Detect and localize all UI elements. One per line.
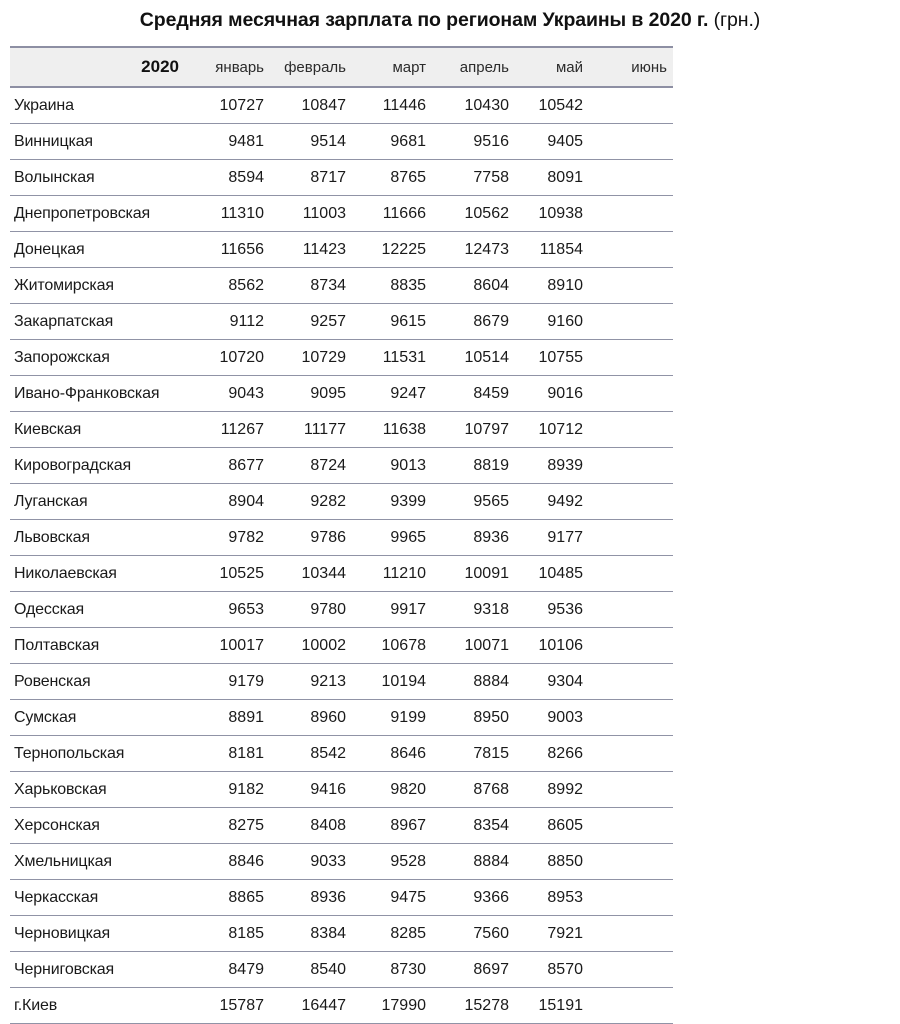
- table-row: [10, 160, 673, 196]
- row-value-cell: 8884: [433, 844, 516, 880]
- row-value-cell: 8091: [516, 160, 590, 196]
- table-row: [10, 87, 673, 124]
- row-value-cell: [590, 916, 673, 952]
- row-value-cell: 7921: [516, 916, 590, 952]
- table-row: [10, 880, 673, 916]
- row-value-cell: [590, 160, 673, 196]
- row-value-cell: 8904: [195, 484, 271, 520]
- row-value-cell: 11177: [271, 412, 353, 448]
- row-value-cell: 10678: [353, 628, 433, 664]
- row-value-cell: 15278: [433, 988, 516, 1024]
- row-value-cell: 9112: [195, 304, 271, 340]
- row-value-cell: 8865: [195, 880, 271, 916]
- row-region-label: Сумская: [10, 700, 195, 736]
- row-value-cell: 8967: [353, 808, 433, 844]
- row-value-cell: 9016: [516, 376, 590, 412]
- table-row: [10, 232, 673, 268]
- row-region-label: Запорожская: [10, 340, 195, 376]
- row-value-cell: 8936: [433, 520, 516, 556]
- row-value-cell: 10091: [433, 556, 516, 592]
- row-value-cell: 9481: [195, 124, 271, 160]
- table-row: [10, 700, 673, 736]
- row-region-label: Донецкая: [10, 232, 195, 268]
- row-value-cell: 8846: [195, 844, 271, 880]
- row-value-cell: 9043: [195, 376, 271, 412]
- table-row: [10, 520, 673, 556]
- row-value-cell: 9786: [271, 520, 353, 556]
- row-region-label: Украина: [10, 87, 195, 124]
- row-value-cell: 8950: [433, 700, 516, 736]
- row-value-cell: 9213: [271, 664, 353, 700]
- table-row: [10, 304, 673, 340]
- row-value-cell: [590, 736, 673, 772]
- row-region-label: Черниговская: [10, 952, 195, 988]
- row-value-cell: 8459: [433, 376, 516, 412]
- row-value-cell: 8936: [271, 880, 353, 916]
- row-value-cell: 8768: [433, 772, 516, 808]
- row-value-cell: [590, 556, 673, 592]
- row-value-cell: 11666: [353, 196, 433, 232]
- row-region-label: Закарпатская: [10, 304, 195, 340]
- row-value-cell: 8354: [433, 808, 516, 844]
- row-value-cell: 8819: [433, 448, 516, 484]
- row-value-cell: 9917: [353, 592, 433, 628]
- row-value-cell: 9257: [271, 304, 353, 340]
- table-row: [10, 412, 673, 448]
- page-title-unit: (грн.): [713, 9, 761, 31]
- row-value-cell: 8850: [516, 844, 590, 880]
- row-value-cell: 8185: [195, 916, 271, 952]
- row-value-cell: 8677: [195, 448, 271, 484]
- row-region-label: Винницкая: [10, 124, 195, 160]
- row-value-cell: 15787: [195, 988, 271, 1024]
- row-value-cell: [590, 808, 673, 844]
- row-value-cell: 11423: [271, 232, 353, 268]
- row-value-cell: [590, 484, 673, 520]
- table-row: [10, 592, 673, 628]
- row-region-label: Черкасская: [10, 880, 195, 916]
- row-value-cell: 8594: [195, 160, 271, 196]
- row-value-cell: 9013: [353, 448, 433, 484]
- row-value-cell: 10514: [433, 340, 516, 376]
- row-value-cell: 10542: [516, 87, 590, 124]
- row-region-label: Черновицкая: [10, 916, 195, 952]
- row-value-cell: 10712: [516, 412, 590, 448]
- table-row: [10, 988, 673, 1024]
- row-value-cell: 9653: [195, 592, 271, 628]
- row-value-cell: 8724: [271, 448, 353, 484]
- table-row: [10, 844, 673, 880]
- row-value-cell: 11531: [353, 340, 433, 376]
- row-value-cell: [590, 87, 673, 124]
- row-value-cell: 10194: [353, 664, 433, 700]
- row-value-cell: 8542: [271, 736, 353, 772]
- row-value-cell: 8910: [516, 268, 590, 304]
- row-value-cell: [590, 628, 673, 664]
- row-value-cell: 9177: [516, 520, 590, 556]
- row-value-cell: 10847: [271, 87, 353, 124]
- row-value-cell: [590, 952, 673, 988]
- page-title: [0, 8, 900, 32]
- row-value-cell: [590, 880, 673, 916]
- column-header-march: март: [353, 47, 433, 87]
- page-title-main: Средняя месячная зарплата по регионам Украины в 2020 г.: [139, 9, 709, 31]
- row-value-cell: 9160: [516, 304, 590, 340]
- row-value-cell: 8992: [516, 772, 590, 808]
- row-value-cell: 7758: [433, 160, 516, 196]
- row-value-cell: 9247: [353, 376, 433, 412]
- row-value-cell: [590, 124, 673, 160]
- row-value-cell: [590, 592, 673, 628]
- row-value-cell: 10755: [516, 340, 590, 376]
- row-value-cell: 10430: [433, 87, 516, 124]
- row-value-cell: 10729: [271, 340, 353, 376]
- row-value-cell: 11310: [195, 196, 271, 232]
- row-value-cell: 9366: [433, 880, 516, 916]
- row-value-cell: 11003: [271, 196, 353, 232]
- row-value-cell: 17990: [353, 988, 433, 1024]
- row-value-cell: 11854: [516, 232, 590, 268]
- table-body: [10, 87, 673, 1024]
- row-value-cell: 8646: [353, 736, 433, 772]
- row-value-cell: 7815: [433, 736, 516, 772]
- row-region-label: Николаевская: [10, 556, 195, 592]
- row-value-cell: 8540: [271, 952, 353, 988]
- table-row: [10, 772, 673, 808]
- column-header-year: 2020: [10, 47, 195, 87]
- row-value-cell: 9304: [516, 664, 590, 700]
- row-value-cell: 8835: [353, 268, 433, 304]
- row-value-cell: 10562: [433, 196, 516, 232]
- row-value-cell: 8765: [353, 160, 433, 196]
- row-value-cell: [590, 448, 673, 484]
- row-value-cell: [590, 304, 673, 340]
- row-value-cell: 8479: [195, 952, 271, 988]
- row-value-cell: 11656: [195, 232, 271, 268]
- row-value-cell: [590, 268, 673, 304]
- row-value-cell: 9282: [271, 484, 353, 520]
- row-value-cell: 9416: [271, 772, 353, 808]
- row-value-cell: [590, 844, 673, 880]
- column-header-january: январь: [195, 47, 271, 87]
- row-value-cell: 8734: [271, 268, 353, 304]
- row-value-cell: 9536: [516, 592, 590, 628]
- table-row: [10, 196, 673, 232]
- row-region-label: г.Киев: [10, 988, 195, 1024]
- row-value-cell: 10727: [195, 87, 271, 124]
- row-value-cell: 8679: [433, 304, 516, 340]
- row-value-cell: 11267: [195, 412, 271, 448]
- row-value-cell: [590, 520, 673, 556]
- row-value-cell: 8181: [195, 736, 271, 772]
- column-header-april: апрель: [433, 47, 516, 87]
- row-value-cell: 9965: [353, 520, 433, 556]
- row-value-cell: 10017: [195, 628, 271, 664]
- row-value-cell: 12473: [433, 232, 516, 268]
- row-value-cell: [590, 988, 673, 1024]
- row-region-label: Волынская: [10, 160, 195, 196]
- table-header-row: [10, 47, 673, 87]
- column-header-june: июнь: [590, 47, 673, 87]
- row-value-cell: 9782: [195, 520, 271, 556]
- row-value-cell: 8285: [353, 916, 433, 952]
- row-region-label: Житомирская: [10, 268, 195, 304]
- row-region-label: Ивано-Франковская: [10, 376, 195, 412]
- row-value-cell: 8275: [195, 808, 271, 844]
- row-value-cell: 11446: [353, 87, 433, 124]
- row-value-cell: 9780: [271, 592, 353, 628]
- row-value-cell: 9199: [353, 700, 433, 736]
- table-row: [10, 736, 673, 772]
- row-value-cell: 8266: [516, 736, 590, 772]
- row-value-cell: 10344: [271, 556, 353, 592]
- column-header-february: февраль: [271, 47, 353, 87]
- row-value-cell: 10071: [433, 628, 516, 664]
- row-value-cell: 9681: [353, 124, 433, 160]
- row-value-cell: 9528: [353, 844, 433, 880]
- table-row: [10, 556, 673, 592]
- row-value-cell: 9095: [271, 376, 353, 412]
- row-value-cell: 8408: [271, 808, 353, 844]
- row-value-cell: [590, 376, 673, 412]
- row-value-cell: 9492: [516, 484, 590, 520]
- row-value-cell: 15191: [516, 988, 590, 1024]
- row-value-cell: [590, 700, 673, 736]
- row-value-cell: 10485: [516, 556, 590, 592]
- row-value-cell: 12225: [353, 232, 433, 268]
- row-region-label: Кировоградская: [10, 448, 195, 484]
- table-row: [10, 916, 673, 952]
- row-value-cell: 10938: [516, 196, 590, 232]
- row-value-cell: 8570: [516, 952, 590, 988]
- row-region-label: Тернопольская: [10, 736, 195, 772]
- table-row: [10, 808, 673, 844]
- row-region-label: Херсонская: [10, 808, 195, 844]
- row-value-cell: 9514: [271, 124, 353, 160]
- table-row: [10, 628, 673, 664]
- row-region-label: Полтавская: [10, 628, 195, 664]
- row-region-label: Ровенская: [10, 664, 195, 700]
- column-header-may: май: [516, 47, 590, 87]
- row-value-cell: 10525: [195, 556, 271, 592]
- row-region-label: Луганская: [10, 484, 195, 520]
- table-row: [10, 952, 673, 988]
- row-region-label: Харьковская: [10, 772, 195, 808]
- row-value-cell: 8604: [433, 268, 516, 304]
- row-value-cell: 8562: [195, 268, 271, 304]
- row-value-cell: 16447: [271, 988, 353, 1024]
- row-region-label: Хмельницкая: [10, 844, 195, 880]
- table-row: [10, 376, 673, 412]
- row-value-cell: 10797: [433, 412, 516, 448]
- table-header: [10, 47, 673, 87]
- row-value-cell: 9003: [516, 700, 590, 736]
- row-value-cell: 8730: [353, 952, 433, 988]
- row-value-cell: 8953: [516, 880, 590, 916]
- row-value-cell: [590, 232, 673, 268]
- salary-table-container: [10, 46, 673, 1024]
- row-value-cell: 9182: [195, 772, 271, 808]
- row-value-cell: 11210: [353, 556, 433, 592]
- table-row: [10, 268, 673, 304]
- row-value-cell: 9516: [433, 124, 516, 160]
- table-row: [10, 124, 673, 160]
- table-row: [10, 448, 673, 484]
- table-row: [10, 484, 673, 520]
- row-value-cell: 10720: [195, 340, 271, 376]
- row-value-cell: 8939: [516, 448, 590, 484]
- row-region-label: Одесская: [10, 592, 195, 628]
- row-value-cell: 9179: [195, 664, 271, 700]
- row-region-label: Киевская: [10, 412, 195, 448]
- row-value-cell: 9405: [516, 124, 590, 160]
- row-value-cell: 8697: [433, 952, 516, 988]
- row-value-cell: 9475: [353, 880, 433, 916]
- row-value-cell: 9820: [353, 772, 433, 808]
- row-value-cell: 8717: [271, 160, 353, 196]
- row-region-label: Днепропетровская: [10, 196, 195, 232]
- row-value-cell: 9399: [353, 484, 433, 520]
- row-value-cell: 8891: [195, 700, 271, 736]
- row-value-cell: 9318: [433, 592, 516, 628]
- row-value-cell: 11638: [353, 412, 433, 448]
- row-value-cell: 10002: [271, 628, 353, 664]
- row-region-label: Львовская: [10, 520, 195, 556]
- row-value-cell: 9615: [353, 304, 433, 340]
- row-value-cell: 8605: [516, 808, 590, 844]
- row-value-cell: 8884: [433, 664, 516, 700]
- table-row: [10, 664, 673, 700]
- row-value-cell: 7560: [433, 916, 516, 952]
- salary-table: [10, 46, 673, 1024]
- row-value-cell: 8960: [271, 700, 353, 736]
- row-value-cell: 9033: [271, 844, 353, 880]
- row-value-cell: 9565: [433, 484, 516, 520]
- row-value-cell: [590, 196, 673, 232]
- row-value-cell: [590, 772, 673, 808]
- row-value-cell: [590, 664, 673, 700]
- row-value-cell: 10106: [516, 628, 590, 664]
- row-value-cell: [590, 340, 673, 376]
- row-value-cell: [590, 412, 673, 448]
- table-row: [10, 340, 673, 376]
- row-value-cell: 8384: [271, 916, 353, 952]
